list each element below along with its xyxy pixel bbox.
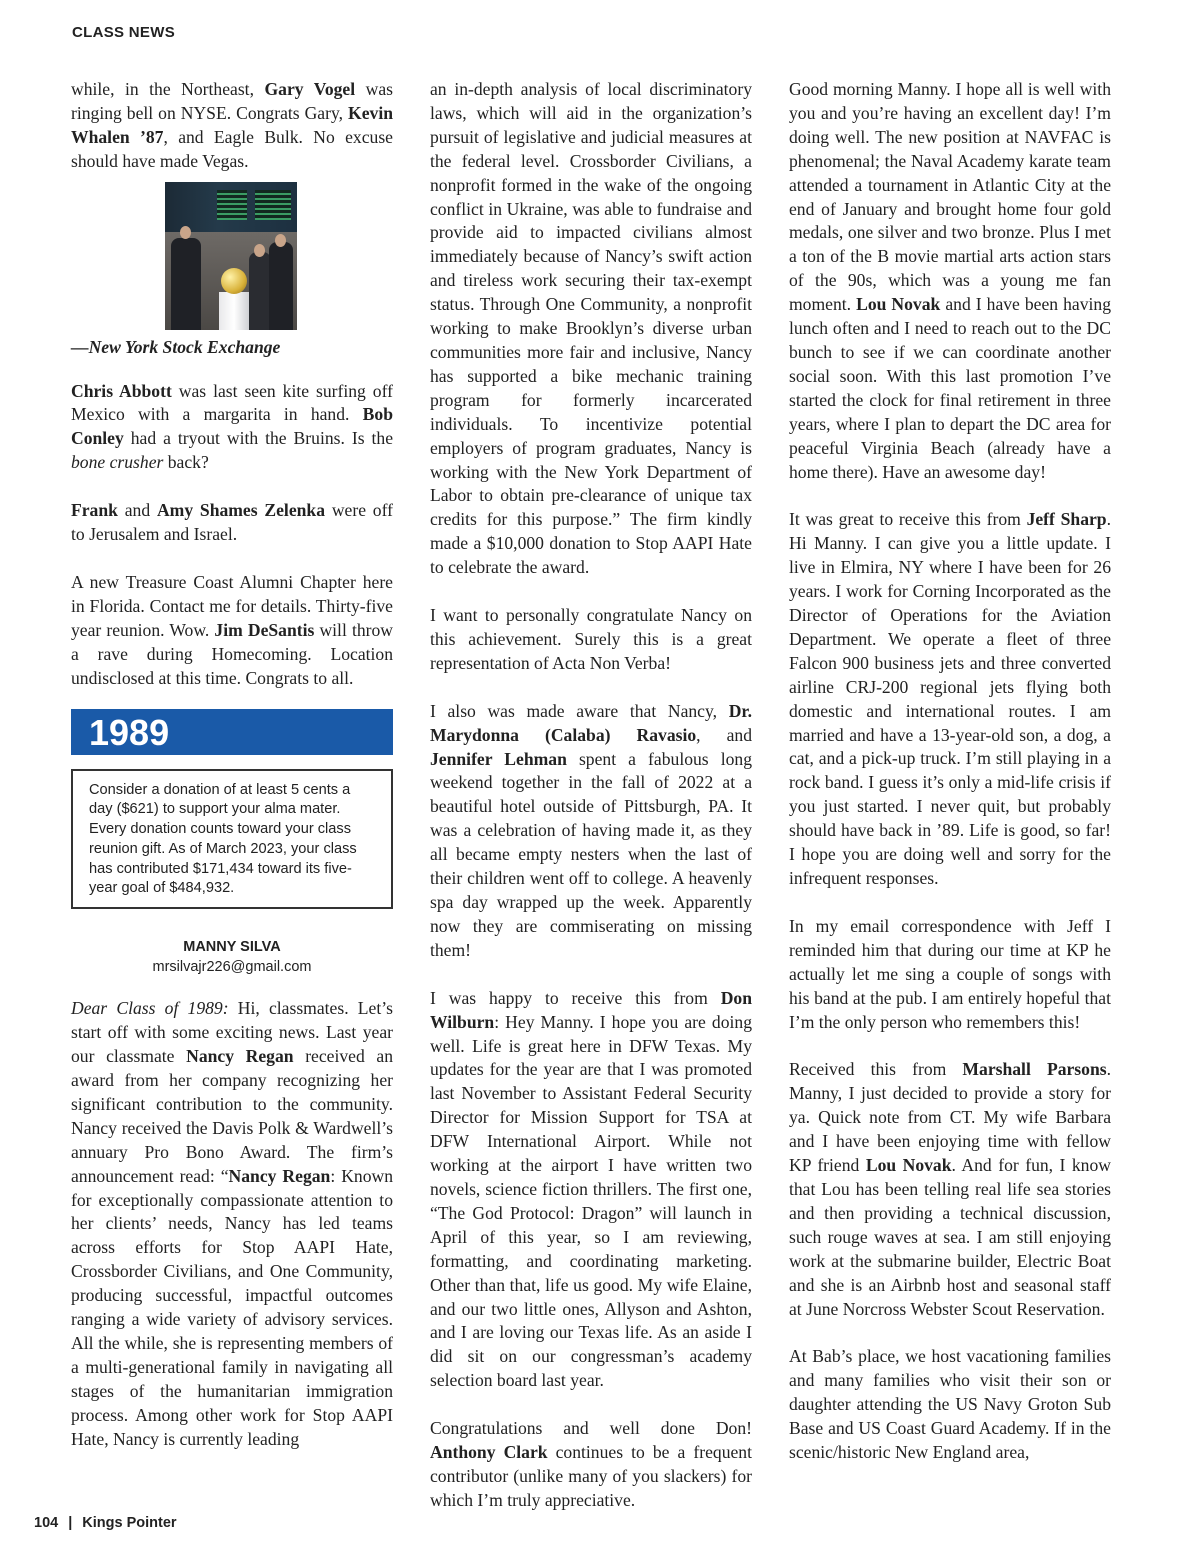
text-run: and xyxy=(117,500,157,521)
name-bold: Kevin Whalen ’87 xyxy=(71,102,393,147)
text-run: , and xyxy=(696,724,752,745)
text-run: I was happy to receive this from xyxy=(430,987,721,1008)
text-run: : Hey Manny. I hope you are doing well. Life is great here in DFW Texas. My updates for the year are that I was promoted last November to Assistant Federal Security Director for Mission Support for TSA at DFW International Airport. While not working at the airport I have written two novels, science fiction thrillers. The first one, “The God Protocol: Dragon” will launch in April of this year, so I am reviewing, formatting, and coordinating marketing. Other than that, life us good. My wife Elaine, and our two little ones, Allyson and Ashton, and I are loving our Texas life. As an aside I did sit on our congressman’s academy selection board last year. xyxy=(430,1011,752,1391)
italic-text: bone crusher xyxy=(71,452,164,473)
text-run: Good morning Manny. I hope all is well with you and you’re having an excellent day! I’m doing well. The new position at NAVFAC is phenomenal; the Naval Academy karate team attended a tournament in Atlantic City at the end of January and brought home four gold medals, one silver and two bronze. Plus I met a ton of the B movie martial arts action stars of the 90s, which was a young me fan moment. xyxy=(789,79,1111,315)
paragraph-chris-abbott xyxy=(71,380,393,476)
paragraph-jeff-band: In my email correspondence with Jeff I reminded him that during our time at KP he actually let me sing a couple of songs with his band at the pub. I am entirely hopeful that I’m the only person who remembers this! xyxy=(789,915,1111,1032)
name-bold: Don Wilburn xyxy=(430,987,752,1032)
page-footer xyxy=(34,1515,177,1531)
donation-box: Consider a donation of at least 5 cents a day ($621) to support your alma mater. Every donation counts toward your class reunion gift. As of March 2023, your class has contributed $171,434 toward its five-year goal of $484,932. xyxy=(71,769,393,910)
name-bold: Chris Abbott xyxy=(71,380,172,401)
text-run: . Hi Manny. I can give you a little update. I live in Elmira, NY where I have been for 26 years. I work for Corning Incorporated as the Director of Operations for the Aviation Department. We operate a fleet of three Falcon 900 business jets and three converted airline CRJ-200 regional jets flying both domestic and international routes. I am married and have a 13-year-old son, a dog, a cat, and a pick-up truck. I’m still playing in a rock band. I guess it’s only a mid-life crisis if you just started. I never quit, but probably should have back in ’89. Life is good, so far! I hope you are doing well and sorry for the infrequent responses. xyxy=(789,509,1111,888)
text-run: spent a fabulous long weekend together in the fall of 2022 at a beautiful hotel outside of Pittsburgh, PA. It was a celebration of having made it, as they all became empty nesters when the last of their children went off to college. A heavenly spa day wrapped up the week. Apparently now they are commiserating on missing them! xyxy=(430,748,752,960)
text-run: I also was made aware that Nancy, xyxy=(430,700,729,721)
text-run: , and Eagle Bulk. No excuse should have made Vegas. xyxy=(71,126,393,171)
paragraph-marshall-parsons xyxy=(789,1058,1111,1321)
name-bold: Anthony Clark xyxy=(430,1442,548,1463)
name-bold: Jim DeSantis xyxy=(214,619,315,640)
name-bold: Jeff Sharp xyxy=(1026,509,1107,530)
photo-caption: —New York Stock Exchange xyxy=(71,336,281,357)
paragraph-congratulate-nancy: I want to personally congratulate Nancy on this achievement. Surely this is a great representation of Acta Non Verba! xyxy=(430,605,752,673)
text-run: . And for fun, I know that Lou has been telling real life sea stories and then providing a technical discussion, such rouge waves at sea. I am still enjoying work at the submarine builder, Electric Boat and she is an Airbnb host and seasonal staff at June Norcross Webster Scout Reservation. xyxy=(789,1155,1111,1319)
italic-text: Dear Class of 1989: xyxy=(71,998,229,1019)
nyse-photo xyxy=(165,182,297,330)
name-bold: Lou Novak xyxy=(865,1155,952,1176)
publication-name: Kings Pointer xyxy=(82,1515,177,1531)
photo-person-head xyxy=(254,244,265,257)
column-2 xyxy=(430,78,752,1513)
text-run: : Known for exceptionally compassionate attention to her clients’ needs, Nancy has led teams across efforts for Stop AAPI Hate, Crossborder Civilians, and One Community, producing successful, impactful outcomes ranging a wide variety of advisory services. All the while, she is representing members of a multi-generational family in navigating all stages of the humanitarian immigration process. Among other work for Stop AAPI Hate, Nancy is currently leading xyxy=(71,1165,394,1449)
photo-bell-stand xyxy=(219,292,249,330)
photo-person-head xyxy=(180,226,191,239)
paragraph-nancy-continued: an in-depth analysis of local discriminatory laws, which will aid in the organization’s pursuit of legislative and judicial measures at the federal level. Crossborder Civilians, a nonprofit formed in the wake of the ongoing conflict in Ukraine, was able to fundraise and provide aid to impacted civilians almost immediately because of Nancy’s swift action and tireless work securing their tax-exempt status. Through One Community, a nonprofit working to make Brooklyn’s diverse urban communities more fair and inclusive, Nancy has supported a bike mechanic training program for formerly incarcerated individuals. To incentivize potential employers of program graduates, Nancy is working with the New York Department of Labor to obtain pre-clearance of unique tax credits for this purpose.” The firm kindly made a $10,000 donation to Stop AAPI Hate to celebrate the award. xyxy=(430,79,752,578)
text-run: received an award from her company recognizing her significant contribution to the community. Nancy received the Davis Polk & Wardwell’s annuary Pro Bono Award. The firm’s announcement read: “ xyxy=(71,1046,394,1186)
name-bold: Lou Novak xyxy=(856,294,941,315)
name-bold: Amy Shames Zelenka xyxy=(156,500,326,521)
paragraph-empty-nesters xyxy=(430,700,752,963)
paragraph-dear-class xyxy=(71,997,393,1451)
photo-bell xyxy=(221,268,247,294)
text-run: It was great to receive this from xyxy=(789,509,1027,530)
name-bold: Bob Conley xyxy=(71,404,393,449)
paragraph-gary-vogel xyxy=(71,78,393,174)
section-header: CLASS NEWS xyxy=(72,24,176,41)
photo-ticker-panel xyxy=(255,190,291,220)
column-1 xyxy=(71,78,393,1452)
text-run: were off to Jerusalem and Israel. xyxy=(71,500,393,545)
paragraph-anthony-clark xyxy=(430,1417,752,1513)
paragraph-treasure-coast xyxy=(71,571,393,691)
class-contact xyxy=(71,937,393,977)
text-run: A new Treasure Coast Alumni Chapter here in Florida. Contact me for details. Thirty-five year reunion. Wow. xyxy=(71,571,393,640)
text-run: back? xyxy=(163,452,209,473)
photo-person xyxy=(249,252,271,330)
text-run: while, in the Northeast, xyxy=(71,79,265,99)
name-bold: Nancy Regan xyxy=(228,1165,331,1186)
footer-separator: | xyxy=(68,1515,73,1531)
text-run: Received this from xyxy=(789,1059,963,1080)
photo-person xyxy=(269,242,293,330)
text-run: . Manny, I just decided to provide a story for ya. Quick note from CT. My wife Barbara and I have been enjoying time with fellow KP friend xyxy=(789,1059,1111,1176)
column-3 xyxy=(789,78,1111,1465)
name-bold: Frank xyxy=(71,500,118,521)
text-run: was ringing bell on NYSE. Congrats Gary, xyxy=(71,79,393,123)
paragraph-jeff-sharp xyxy=(789,508,1111,891)
photo-person-head xyxy=(275,234,286,247)
class-year-banner: 1989 xyxy=(71,709,393,755)
page-number: 104 xyxy=(34,1515,59,1531)
contact-name: MANNY SILVA xyxy=(183,939,281,956)
name-bold: Marshall Parsons xyxy=(962,1059,1107,1080)
name-bold: Gary Vogel xyxy=(264,79,356,99)
text-run: continues to be a frequent contributor (unlike many of you slackers) for which I’m truly appreciative. xyxy=(430,1442,752,1510)
photo-person xyxy=(171,238,201,330)
text-run: Congratulations and well done Don! xyxy=(430,1418,752,1439)
text-run: had a tryout with the Bruins. Is the xyxy=(123,428,393,449)
name-bold: Dr. Marydonna (Calaba) Ravasio xyxy=(430,700,752,745)
name-bold: Jennifer Lehman xyxy=(430,748,567,769)
text-run: will throw a rave during Homecoming. Location undisclosed at this time. Congrats to all. xyxy=(71,619,393,688)
paragraph-navfac xyxy=(789,78,1111,484)
text-run: was last seen kite surfing off Mexico with a margarita in hand. xyxy=(71,380,393,425)
text-run: Hi, classmates. Let’s start off with some exciting news. Last year our classmate xyxy=(71,998,393,1067)
contact-email[interactable]: mrsilvajr226@gmail.com xyxy=(152,959,312,976)
paragraph-frank-amy xyxy=(71,499,393,547)
name-bold: Nancy Regan xyxy=(186,1046,294,1067)
text-run: and I have been having lunch often and I need to reach out to the DC bunch to see if we can coordinate another social soon. With this last promotion I’ve started the clock for final retirement in three years, where I plan to depart the DC area for peaceful Virginia Beach (already have a home there). Have an awesome day! xyxy=(789,294,1112,482)
photo-ticker-panel xyxy=(217,190,247,220)
paragraph-don-wilburn xyxy=(430,987,752,1393)
paragraph-babs-place: At Bab’s place, we host vacationing families and many families who visit their son or daughter attending the US Navy Groton Sub Base and US Coast Guard Academy. If in the scenic/historic New England area, xyxy=(789,1346,1111,1463)
